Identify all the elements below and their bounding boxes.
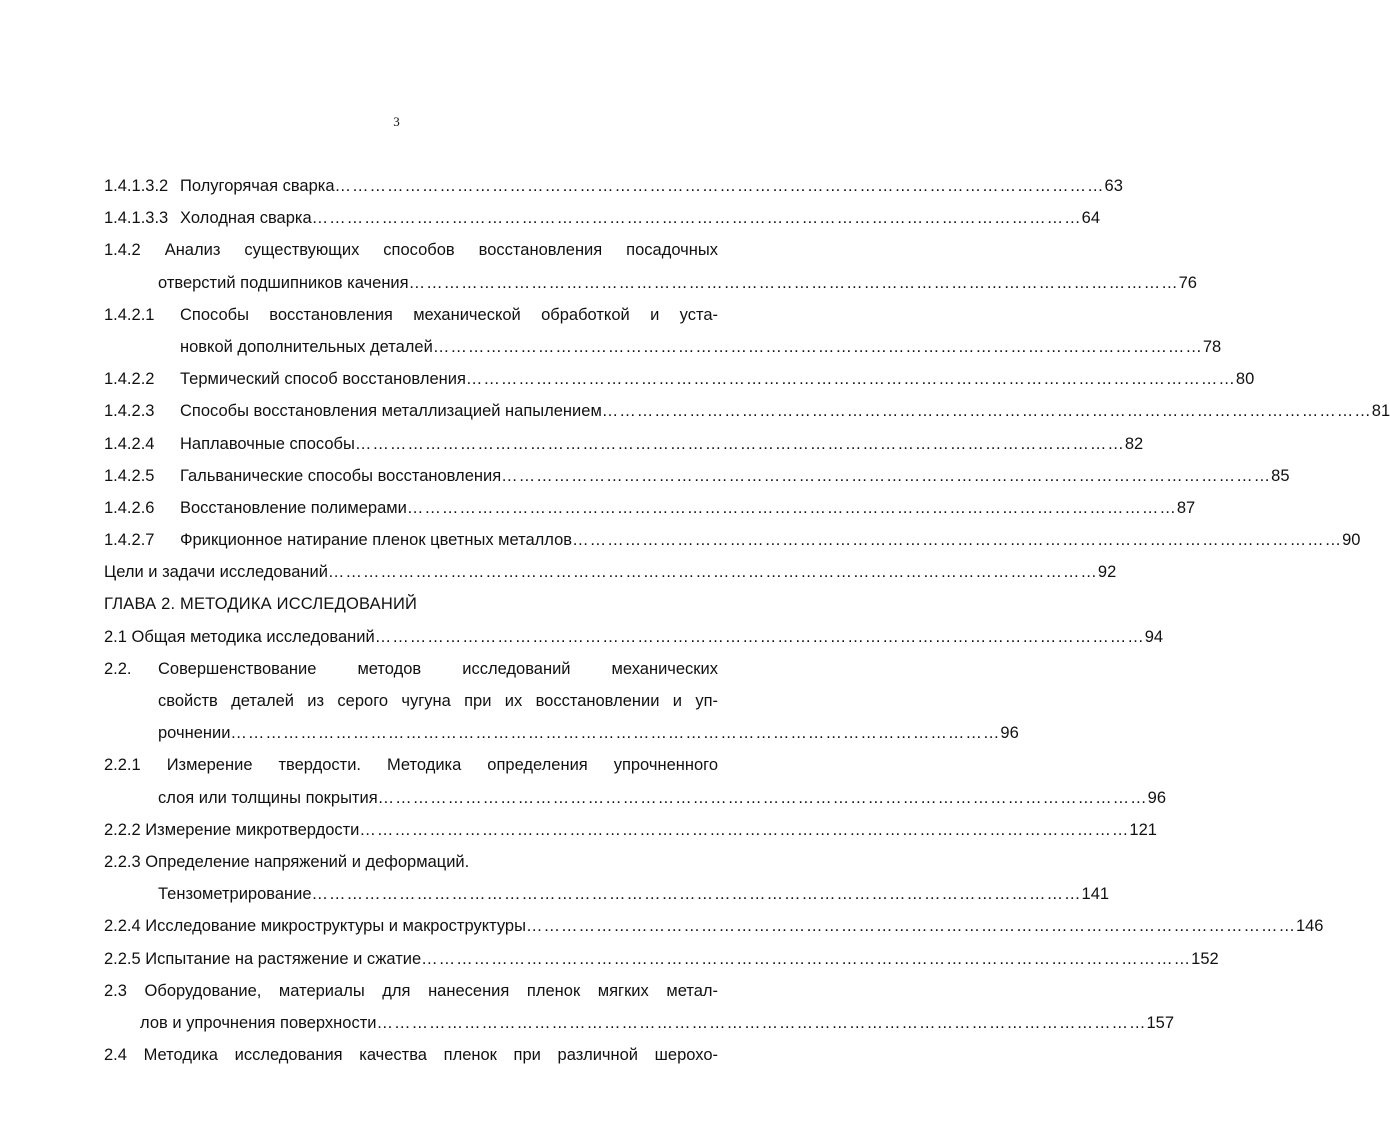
toc-leader-dots: …………………………………………………………………………………………………………………… [311,209,1082,228]
toc-entry-2-2-line3 [104,717,1019,749]
toc-entry-number: 1.4.2 [104,241,141,260]
toc-leader-dots: …………………………………………………………………………………………………………………… [432,337,1203,356]
toc-entry-number: 1.4.2.6 [104,498,155,517]
toc-leader-dots: …………………………………………………………………………………………………………………… [334,177,1105,195]
toc-entry-title-line1: Методика исследования качества пленок при различной шерохо- [143,1046,719,1065]
toc-entry-1-4-2-1-cont [104,331,1222,363]
toc-entry-2-3 [104,975,718,1007]
toc-leader-dots: …………………………………………………………………………………………………………………… [374,627,1145,646]
toc-entry-page: 146 [1295,917,1324,936]
toc-entry-title: Холодная сварка [180,209,312,228]
toc-entry-title-line2: Тензометрирование [158,885,312,904]
toc-entry-1-4-1-3-3 [104,202,1100,234]
toc-entry-title-line1: Определение напряжений и деформаций. [145,852,470,871]
toc-entry-1-4-2 [104,234,718,266]
toc-entry-number: 1.4.2.5 [104,466,155,485]
toc-leader-dots: …………………………………………………………………………………………………………………… [354,434,1125,453]
toc-entry-title-line1: Оборудование, материалы для нанесения пленок мягких метал- [144,981,718,1000]
toc-entry-title: Термический способ восстановления [180,370,466,389]
toc-entry-goals [104,556,1117,588]
toc-entry-2-1 [104,621,1164,653]
toc-entry-2-2-3-cont [104,878,1110,910]
toc-entry-1-4-2-6 [104,492,1196,524]
toc-entry-number: 1.4.1.3.3 [104,209,169,228]
toc-entry-page: 141 [1081,885,1110,904]
toc-entry-1-4-2-4 [104,428,1144,460]
toc-entry-title: Измерение микротвердости [145,820,360,839]
toc-entry-2-2-5 [104,943,1219,975]
toc-entry-2-2-line2 [104,685,718,717]
toc-entry-number: 2.2.1 [104,756,141,775]
toc-entry-2-2-2 [104,814,1157,846]
toc-entry-page: 85 [1271,466,1290,485]
toc-entry-page: 92 [1097,563,1117,582]
toc-entry-title-line1: Способы восстановления механической обработкой и уста- [180,305,718,324]
toc-entry-page: 82 [1124,434,1144,453]
toc-entry-number: 1.4.2.7 [104,531,155,550]
page-number: 3 [393,114,400,129]
toc-entry-page: 80 [1235,370,1255,389]
chapter-heading: ГЛАВА 2. МЕТОДИКА ИССЛЕДОВАНИЙ [104,595,418,614]
toc-entry-1-4-2-5 [104,460,1290,492]
toc-entry-title-line2: отверстий подшипников качения [158,273,409,292]
toc-leader-dots: …………………………………………………………………………………………………………………… [408,273,1179,292]
toc-entry-title: Гальванические способы восстановления [180,466,502,485]
toc-entry-2-2-1 [104,749,718,781]
toc-entry-page: 87 [1176,498,1196,517]
toc-leader-dots: …………………………………………………………………………………………………………………… [359,820,1130,839]
toc-entry-title-line2: новкой дополнительных деталей [180,337,433,356]
toc-entry-number: 1.4.2.2 [104,370,155,389]
toc-leader-dots: …………………………………………………………………………………………………………………… [601,402,1372,421]
toc-leader-dots: …………………………………………………………………………………………………………………… [465,370,1236,389]
toc-entry-page: 96 [1000,724,1019,743]
toc-entry-title: Исследование микроструктуры и макроструктуры [145,917,526,936]
toc-entry-number: 1.4.2.1 [104,305,155,324]
toc-leader-dots: …………………………………………………………………………………………………………………… [572,531,1343,550]
toc-entry-number: 1.4.2.4 [104,434,155,453]
toc-entry-number: 2.1 [104,627,127,646]
toc-entry-number: 2.2. [104,659,132,678]
toc-entry-2-3-cont [104,1007,1175,1039]
toc-entry-number: 1.4.2.3 [104,402,155,421]
toc-entry-2-2-4 [104,910,1324,942]
toc-entry-title: Полугорячая сварка [180,177,335,195]
toc-entry-page: 81 [1371,402,1390,421]
toc-leader-dots: …………………………………………………………………………………………………………………… [421,949,1192,968]
toc-entry-number: 1.4.1.3.2 [104,177,169,195]
toc-entry-number: 2.4 [104,1046,127,1065]
toc-entry-title: Общая методика исследований [131,627,375,646]
toc-entry-title-line2: свойств деталей из серого чугуна при их восстановлении и уп- [158,692,718,710]
toc-entry-title: Наплавочные способы [180,434,355,453]
toc-entry-page: 96 [1147,788,1166,807]
toc-entry-page: 157 [1146,1013,1175,1032]
toc-entry-title-line1: Совершенствование методов исследований механических [158,659,718,678]
toc-entry-page: 90 [1342,531,1361,550]
toc-entry-title-line3: рочнении [158,724,231,743]
toc-leader-dots: …………………………………………………………………………………………………………………… [376,1013,1147,1032]
toc-entry-2-2 [104,653,718,685]
toc-entry-page: 76 [1178,273,1197,292]
toc-entry-1-4-2-cont [104,267,1197,299]
toc-entry-2-2-1-cont [104,782,1166,814]
toc-leader-dots: …………………………………………………………………………………………………………………… [311,885,1082,904]
table-of-contents [104,170,1390,1071]
toc-entry-1-4-2-1 [104,299,718,331]
toc-entry-title-line2: слоя или толщины покрытия [158,788,378,807]
toc-entry-page: 94 [1144,627,1164,646]
toc-leader-dots: …………………………………………………………………………………………………………………… [377,788,1148,807]
toc-entry-title: Испытание на растяжение и сжатие [145,949,422,968]
toc-leader-dots: …………………………………………………………………………………………………………………… [406,498,1177,517]
toc-entry-2-4 [104,1039,718,1071]
toc-entry-title: Фрикционное натирание пленок цветных металлов [180,531,573,550]
toc-entry-number: 2.2.3 [104,852,141,871]
toc-entry-page: 121 [1129,820,1157,839]
toc-leader-dots: …………………………………………………………………………………………………………………… [525,917,1296,936]
toc-entry-title: Цели и задачи исследований [104,563,328,582]
toc-entry-number: 2.2.2 [104,820,141,839]
toc-entry-1-4-2-3 [104,395,1390,427]
toc-entry-2-2-3 [104,846,718,878]
toc-entry-title-line1: Измерение твердости. Методика определения упрочненного [166,756,718,775]
toc-entry-1-4-1-3-2 [104,170,1123,202]
toc-entry-1-4-2-7 [104,524,1361,556]
toc-entry-title-line2: лов и упрочнения поверхности [140,1013,377,1032]
toc-entry-page: 78 [1202,337,1222,356]
toc-entry-page: 152 [1191,949,1219,968]
toc-entry-number: 2.2.5 [104,949,141,968]
toc-entry-number: 2.3 [104,981,127,1000]
toc-entry-title: Способы восстановления металлизацией напылением [180,402,602,421]
toc-entry-page: 63 [1104,177,1123,195]
toc-entry-1-4-2-2 [104,363,1255,395]
toc-entry-page: 64 [1081,209,1100,228]
toc-entry-title-line1: Анализ существующих способов восстановления посадочных [164,241,718,260]
toc-leader-dots: …………………………………………………………………………………………………………………… [327,563,1098,582]
toc-entry-title: Восстановление полимерами [180,498,407,517]
toc-leader-dots: …………………………………………………………………………………………………………………… [230,724,1001,743]
toc-leader-dots: …………………………………………………………………………………………………………………… [501,466,1272,485]
toc-entry-number: 2.2.4 [104,917,141,936]
